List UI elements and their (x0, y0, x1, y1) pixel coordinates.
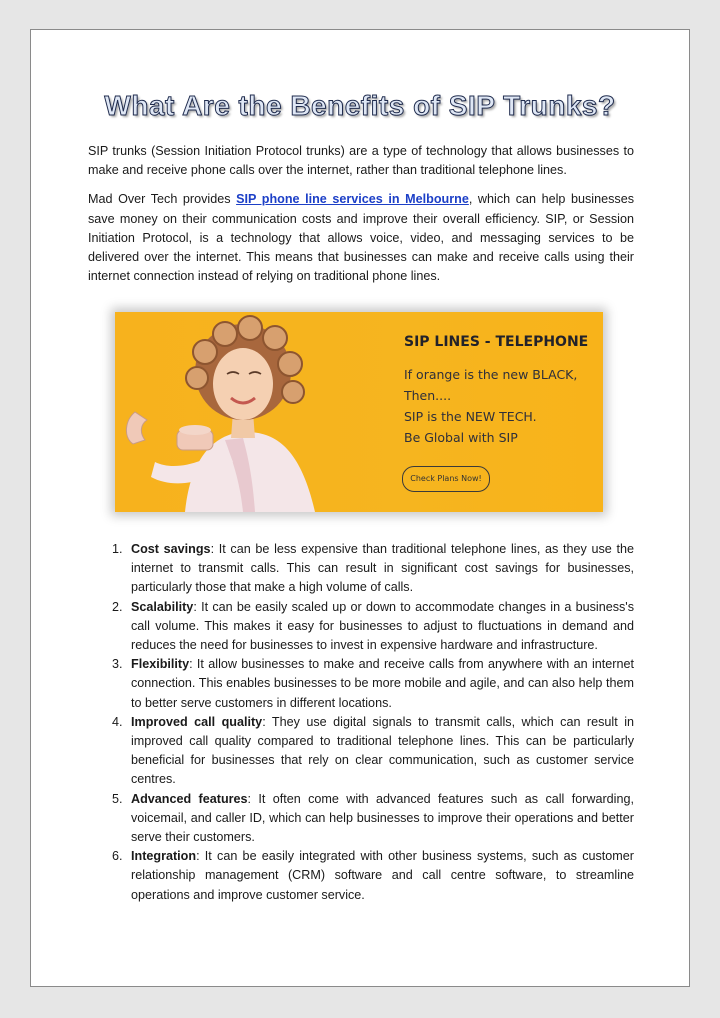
banner-text-block (404, 334, 603, 448)
benefit-term: Flexibility (131, 657, 190, 672)
benefits-list (88, 540, 634, 905)
intro-paragraph: SIP trunks (Session Initiation Protocol trunks) are a type of technology that allows businesses to make and receive phone calls over the internet, rather than traditional telephone lines. (88, 144, 634, 178)
check-plans-button[interactable]: Check Plans Now! (402, 466, 490, 492)
intro-section (88, 142, 634, 296)
provider-text-after: , which can help businesses save money on their communication costs and improve their overall efficiency. SIP, or Session Initiation Protocol, is a technology that allows voice, video, and messaging services to be delivered over the internet. This means that businesses can make and receive calls using their internet connection instead of relying on traditional phone lines. (88, 192, 634, 284)
list-item (88, 713, 634, 790)
list-item (88, 540, 634, 598)
banner-line: Then.... (404, 388, 452, 403)
benefit-text: : It can be less expensive than traditional telephone lines, as they use the internet to transmit calls. This can result in significant cost savings for businesses, particularly those that make a high volume of calls. (131, 542, 634, 595)
page-title: What Are the Benefits of SIP Trunks? (104, 90, 616, 121)
banner-heading: SIP LINES - TELEPHONE (404, 334, 589, 350)
benefit-term: Advanced features (131, 791, 248, 806)
provider-paragraph (88, 190, 634, 286)
sip-services-link[interactable]: SIP phone line services in Melbourne (236, 192, 469, 207)
benefit-term: Scalability (131, 599, 194, 614)
list-item (88, 598, 634, 656)
benefit-term: Integration (131, 849, 197, 864)
banner-line: Be Global with SIP (404, 430, 518, 445)
benefit-term: Cost savings (131, 542, 211, 556)
benefit-text: : It can be easily scaled up or down to accommodate changes in a business's call volume. This makes it easy for businesses to adjust to fluctuations in demand and reduces the need for businesses to invest in expensive hardware and infrastructure. (131, 599, 634, 653)
list-item (88, 790, 634, 848)
list-item (88, 655, 634, 713)
list-number: 5. (112, 791, 123, 806)
benefit-text: : It allow businesses to make and receive calls from anywhere with an internet connection. This enables businesses to be more mobile and agile, and can also help them to better serve customers in different locations. (131, 657, 634, 710)
list-number: 1. (112, 542, 123, 556)
banner-background (115, 312, 603, 512)
banner-line: If orange is the new BLACK, (404, 367, 578, 382)
benefit-text: : They use digital signals to transmit calls, which can result in improved call quality compared to traditional telephone lines. This can be particularly beneficial for businesses that rely on clear communication, such as customer service centres. (131, 714, 634, 787)
promo-banner (115, 312, 603, 512)
list-number: 2. (112, 599, 123, 614)
provider-text-before: Mad Over Tech provides (88, 192, 237, 207)
document-page (30, 29, 690, 987)
benefit-text: : It often come with advanced features such as call forwarding, voicemail, and caller ID, which can help businesses to improve their operations and better serve their customers. (131, 791, 634, 845)
list-number: 6. (112, 849, 123, 864)
banner-line: SIP is the NEW TECH. (404, 409, 537, 424)
list-number: 4. (112, 714, 123, 729)
benefit-text: : It can be easily integrated with other business systems, such as customer relationship management (CRM) software and call centre software, to streamline operations and improve customer service. (131, 849, 634, 902)
benefit-term: Improved call quality (131, 714, 263, 729)
list-number: 3. (112, 657, 123, 672)
woman-with-telephone-illustration (115, 312, 345, 512)
list-item (88, 847, 634, 905)
